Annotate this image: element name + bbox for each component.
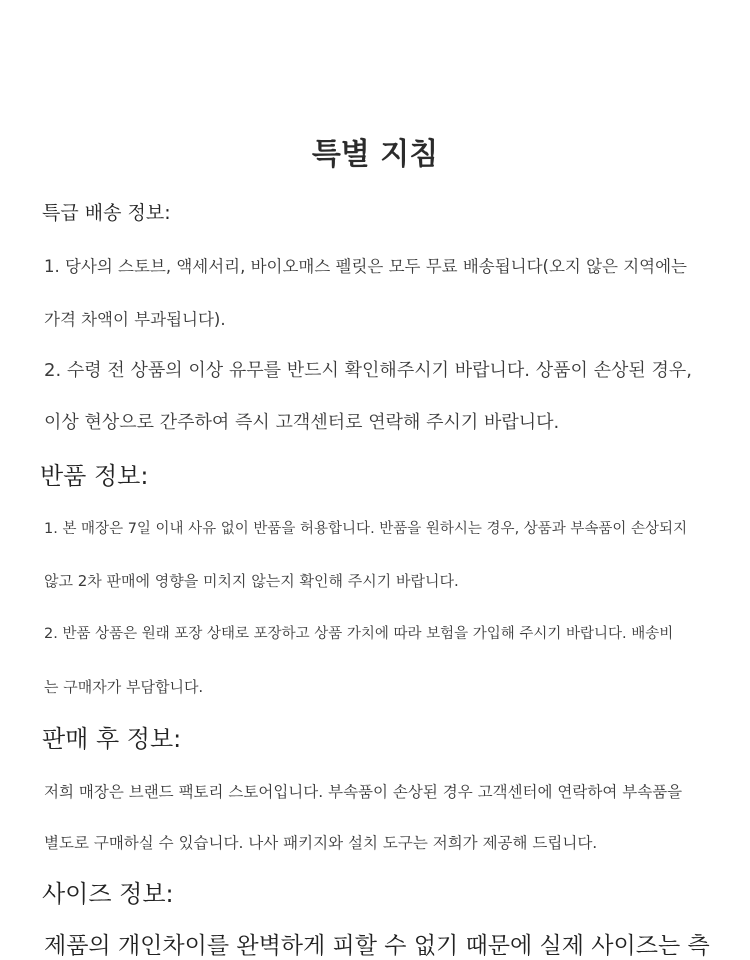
section-heading-after-sales: 판매 후 정보:	[42, 725, 182, 753]
paragraph-line: 1. 당사의 스토브, 액세서리, 바이오매스 펠릿은 모두 무료 배송됩니다(오지 않은 지역에는	[44, 257, 687, 276]
paragraph-line: 별도로 구매하실 수 있습니다. 나사 패키지와 설치 도구는 저희가 제공해 드립니다.	[44, 834, 598, 852]
paragraph-line: 저희 매장은 브랜드 팩토리 스토어입니다. 부속품이 손상된 경우 고객센터에 연락하여 부속품을	[44, 783, 683, 801]
paragraph-line: 는 구매자가 부담합니다.	[44, 678, 204, 696]
paragraph-line: 이상 현상으로 간주하여 즉시 고객센터로 연락해 주시기 바랍니다.	[44, 412, 560, 433]
paragraph-line: 2. 반품 상품은 원래 포장 상태로 포장하고 상품 가치에 따라 보험을 가입해 주시기 바랍니다. 배송비	[44, 626, 674, 642]
page-title: 특별 지침	[311, 137, 439, 172]
paragraph-line: 가격 차액이 부과됩니다).	[44, 310, 226, 329]
paragraph-line: 제품의 개인차이를 완벽하게 피할 수 없기 때문에 실제 사이즈는 측	[44, 933, 710, 959]
section-heading-size-info: 사이즈 정보:	[42, 880, 174, 908]
cutoff-region	[0, 930, 750, 960]
paragraph-line: 1. 본 매장은 7일 이내 사유 없이 반품을 허용합니다. 반품을 원하시는 경우, 상품과 부속품이 손상되지	[44, 521, 688, 537]
paragraph-line: 않고 2차 판매에 영향을 미치지 않는지 확인해 주시기 바랍니다.	[44, 572, 459, 590]
section-heading-express-delivery: 특급 배송 정보:	[42, 202, 171, 224]
section-heading-returns: 반품 정보:	[40, 462, 149, 490]
paragraph-line: 2. 수령 전 상품의 이상 유무를 반드시 확인해주시기 바랍니다. 상품이 손상된 경우,	[44, 360, 692, 381]
